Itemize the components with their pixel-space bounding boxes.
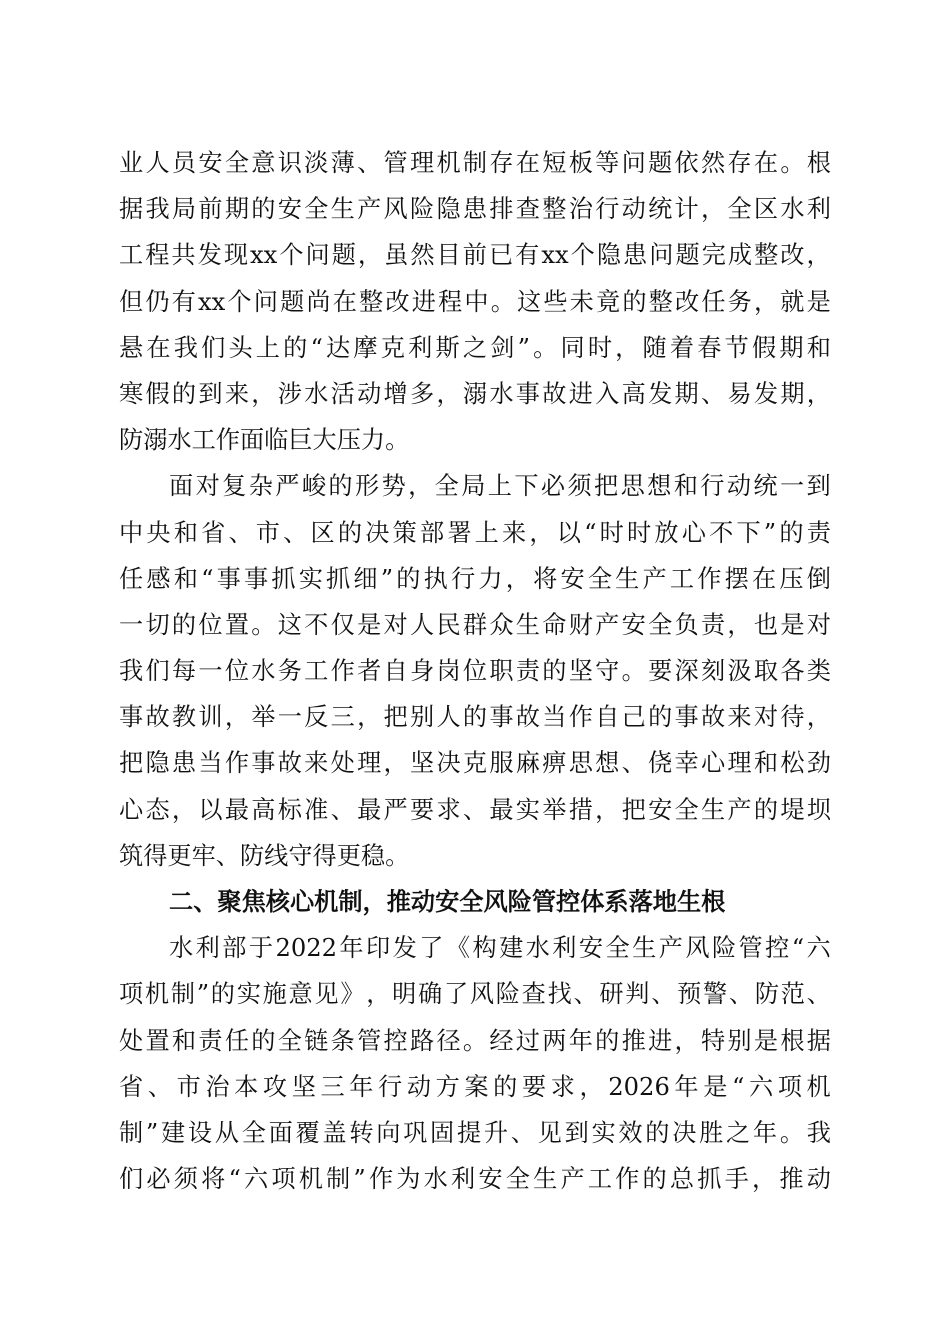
text-line: 据 我 局 前 期 的 安 全 生 产 风 险 隐 患 排 查 整 治 行 动 统 计 ， 全 区 水 利 <box>119 195 831 224</box>
text-line: 水 利 部 于 2022 年 印 发 了 《 构 建 水 利 安 全 生 产 风 险 管 控 “ 六 <box>169 934 831 963</box>
text-line: 工 程 共 发 现 xx 个 问 题 ， 虽 然 目 前 已 有 xx 个 隐 患 问 题 完 成 整 改 ， <box>119 241 831 270</box>
text-line: 中 央 和 省 、 市 、 区 的 决 策 部 署 上 来 ， 以 “ 时 时 放 心 不 下 ” 的 责 <box>119 518 831 547</box>
text-line: 制 ” 建 设 从 全 面 覆 盖 转 向 巩 固 提 升 、 见 到 实 效 的 决 胜 之 年 。 我 <box>119 1118 831 1147</box>
text-line: 任 感 和 “ 事 事 抓 实 抓 细 ” 的 执 行 力 ， 将 安 全 生 产 工 作 摆 在 压 倒 <box>119 564 831 593</box>
text-line: 们 必 须 将 “ 六 项 机 制 ” 作 为 水 利 安 全 生 产 工 作 的 总 抓 手 ， 推 动 <box>119 1165 831 1194</box>
text-line: 处 置 和 责 任 的 全 链 条 管 控 路 径 。 经 过 两 年 的 推 进 ， 特 别 是 根 据 <box>119 1026 831 1055</box>
text-line: 悬 在 我 们 头 上 的 “ 达 摩 克 利 斯 之 剑 ” 。 同 时 ， 随 着 春 节 假 期 和 <box>119 333 831 362</box>
text-line: 但 仍 有 xx 个 问 题 尚 在 整 改 进 程 中 。 这 些 未 竟 的 整 改 任 务 ， 就 是 <box>119 287 831 316</box>
text-line: 项 机 制 ” 的 实 施 意 见 》 ， 明 确 了 风 险 查 找 、 研 判 、 预 警 、 防 范 、 <box>119 980 831 1009</box>
text-line: 筑得更牢、防线守得更稳。 <box>119 841 410 870</box>
text-line: 把 隐 患 当 作 事 故 来 处 理 ， 坚 决 克 服 麻 痹 思 想 、 侥 幸 心 理 和 松 劲 <box>119 749 831 778</box>
document-body <box>119 140 831 1202</box>
text-line: 防溺水工作面临巨大压力。 <box>119 426 410 455</box>
text-line: 我 们 每 一 位 水 务 工 作 者 自 身 岗 位 职 责 的 坚 守 。 要 深 刻 汲 取 各 类 <box>119 657 831 686</box>
text-line: 心 态 ， 以 最 高 标 准 、 最 严 要 求 、 最 实 举 措 ， 把 安 全 生 产 的 堤 坝 <box>119 795 831 824</box>
text-line: 省 、 市 治 本 攻 坚 三 年 行 动 方 案 的 要 求 ， 2026 年 是 “ 六 项 机 <box>119 1072 831 1101</box>
text-line: 寒 假 的 到 来 ， 涉 水 活 动 增 多 ， 溺 水 事 故 进 入 高 发 期 、 易 发 期 ， <box>119 379 831 408</box>
text-line: 面 对 复 杂 严 峻 的 形 势 ， 全 局 上 下 必 须 把 思 想 和 行 动 统 一 到 <box>169 472 831 501</box>
text-line: 事 故 教 训 ， 举 一 反 三 ， 把 别 人 的 事 故 当 作 自 己 的 事 故 来 对 待 ， <box>119 703 831 732</box>
text-line: 业 人 员 安 全 意 识 淡 薄 、 管 理 机 制 存 在 短 板 等 问 题 依 然 存 在 。 根 <box>119 149 831 177</box>
text-line: 一 切 的 位 置 。 这 不 仅 是 对 人 民 群 众 生 命 财 产 安 全 负 责 ， 也 是 对 <box>119 610 831 639</box>
section-heading: 二、聚焦核心机制，推动安全风险管控体系落地生根 <box>169 888 726 916</box>
